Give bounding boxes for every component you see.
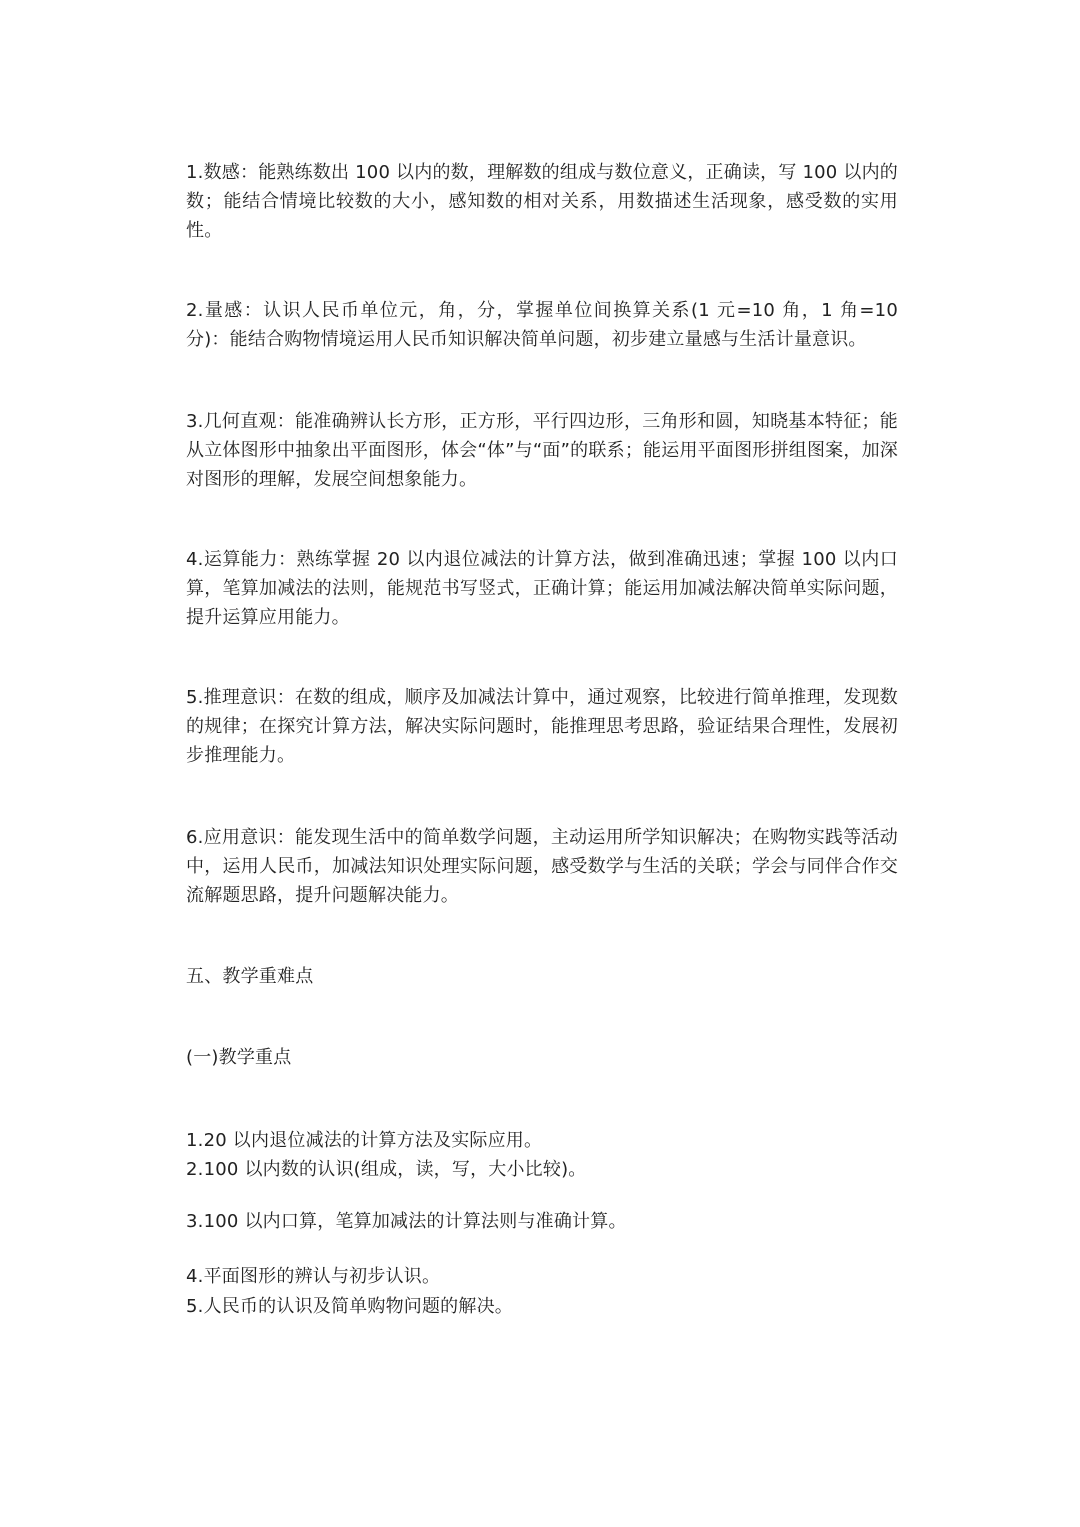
objective-paragraph-quantity-sense: 2.量感：认识人民币单位元，角，分，掌握单位间换算关系(1 元=10 角，1 角=10 分)：能结合购物情境运用人民币知识解决简单问题，初步建立量感与生活计量意识。 — [186, 300, 898, 350]
objective-paragraph-geometry: 3.几何直观：能准确辨认长方形，正方形，平行四边形，三角形和圆，知晓基本特征；能从立体图形中抽象出平面图形，体会“体”与“面”的联系；能运用平面图形拼组图案，加深对图形的理解，发展空间想象能力。 — [186, 411, 898, 490]
key-point-item: 5.人民币的认识及简单购物问题的解决。 — [186, 1296, 513, 1317]
section-heading: 五、教学重难点 — [186, 966, 314, 987]
key-point-item: 3.100 以内口算，笔算加减法的计算法则与准确计算。 — [186, 1211, 627, 1232]
key-point-item: 2.100 以内数的认识(组成，读，写，大小比较)。 — [186, 1159, 587, 1180]
objective-paragraph-computation: 4.运算能力：熟练掌握 20 以内退位减法的计算方法，做到准确迅速；掌握 100 以内口算，笔算加减法的法则，能规范书写竖式，正确计算；能运用加减法解决简单实际问题，提升运算应用能力。 — [186, 549, 898, 628]
objective-paragraph-number-sense: 1.数感：能熟练数出 100 以内的数，理解数的组成与数位意义，正确读，写 100 以内的数；能结合情境比较数的大小，感知数的相对关系，用数描述生活现象，感受数的实用性。 — [186, 162, 898, 241]
subsection-heading: (一)教学重点 — [186, 1047, 292, 1068]
key-point-item: 4.平面图形的辨认与初步认识。 — [186, 1266, 441, 1287]
objective-paragraph-application: 6.应用意识：能发现生活中的简单数学问题，主动运用所学知识解决；在购物实践等活动中，运用人民币，加减法知识处理实际问题，感受数学与生活的关联；学会与同伴合作交流解题思路，提升问题解决能力。 — [186, 827, 898, 906]
objective-paragraph-reasoning: 5.推理意识：在数的组成，顺序及加减法计算中，通过观察，比较进行简单推理，发现数的规律；在探究计算方法，解决实际问题时，能推理思考思路，验证结果合理性，发展初步推理能力。 — [186, 687, 898, 766]
key-point-item: 1.20 以内退位减法的计算方法及实际应用。 — [186, 1130, 543, 1151]
